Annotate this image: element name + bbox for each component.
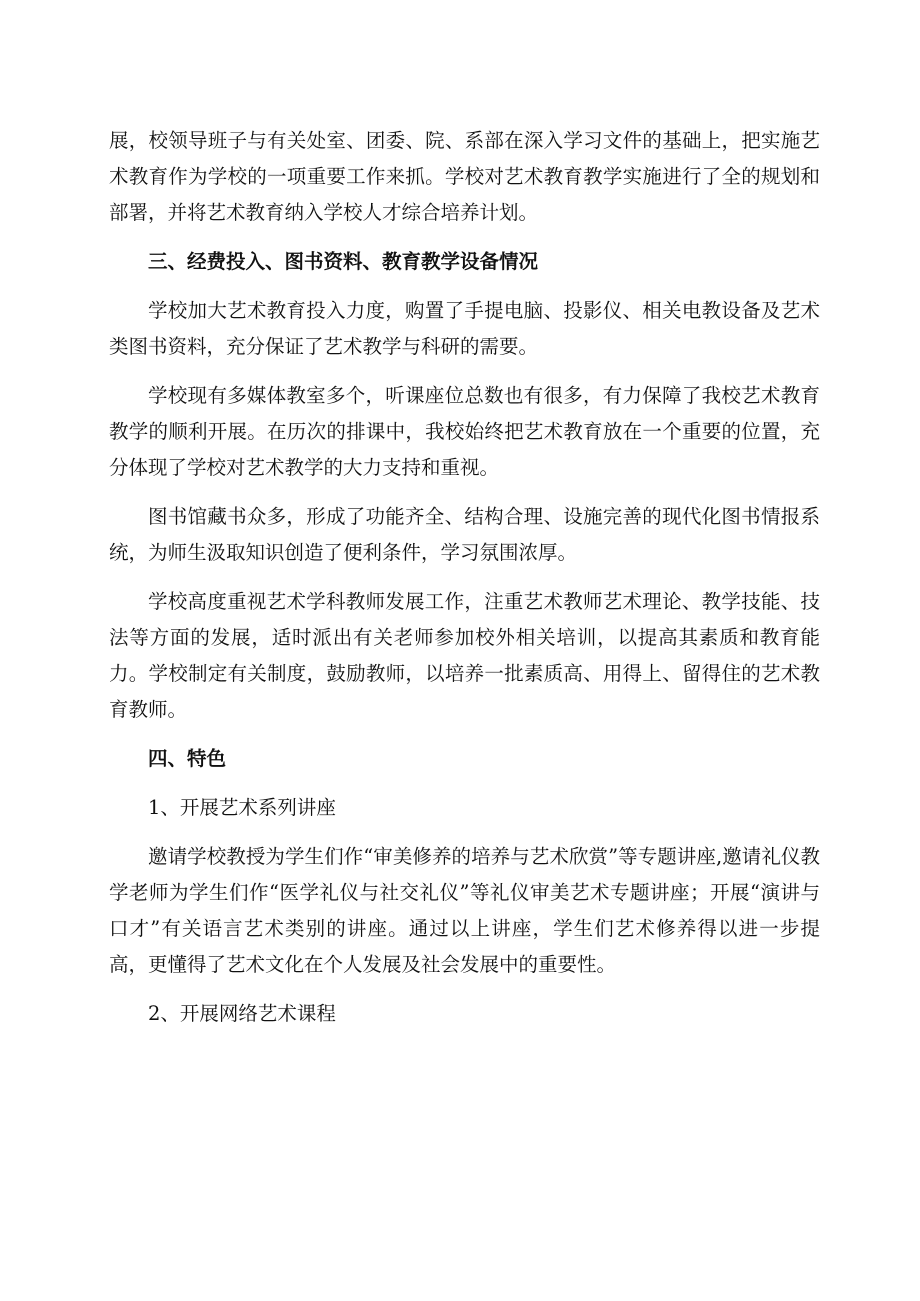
para-funding: 学校加大艺术教育投入力度，购置了手提电脑、投影仪、相关电教设备及艺术类图书资料，充分保证了艺术教学与科研的需要。 <box>109 299 820 358</box>
para-library: 图书馆藏书众多，形成了功能齐全、结构合理、设施完善的现代化图书情报系统，为师生汲取知识创造了便利条件，学习氛围浓厚。 <box>109 505 820 564</box>
para-teachers: 学校高度重视艺术学科教师发展工作，注重艺术教师艺术理论、教学技能、技法等方面的发展，适时派出有关老师参加校外相关培训，以提高其素质和教育能力。学校制定有关制度，鼓励教师，以培养一批素质高、用得上、留得住的艺术教育教师。 <box>109 590 820 721</box>
section-heading-3: 三、经费投入、图书资料、教育教学设备情况 <box>148 250 539 273</box>
subheading-lectures: 1、开展艺术系列讲座 <box>148 796 336 819</box>
section-heading-4: 四、特色 <box>148 747 227 770</box>
para-multimedia: 学校现有多媒体教室多个，听课座位总数也有很多，有力保障了我校艺术教育教学的顺利开展。在历次的排课中，我校始终把艺术教育放在一个重要的位置，充分体现了学校对艺术教学的大力支持和重视。 <box>109 384 820 479</box>
para-continuation: 展，校领导班子与有关处室、团委、院、系部在深入学习文件的基础上，把实施艺术教育作为学校的一项重要工作来抓。学校对艺术教育教学实施进行了全的规划和部署，并将艺术教育纳入学校人才综合培养计划。 <box>109 129 820 224</box>
para-lectures: 邀请学校教授为学生们作“审美修养的培养与艺术欣赏”等专题讲座,邀请礼仪教学老师为学生们作“医学礼仪与社交礼仪”等礼仪审美艺术专题讲座；开展“演讲与口才”有关语言艺术类别的讲座。通过以上讲座，学生们艺术修养得以进一步提高，更懂得了艺术文化在个人发展及社会发展中的重要性。 <box>109 845 820 976</box>
subheading-online-courses: 2、开展网络艺术课程 <box>148 1002 336 1025</box>
